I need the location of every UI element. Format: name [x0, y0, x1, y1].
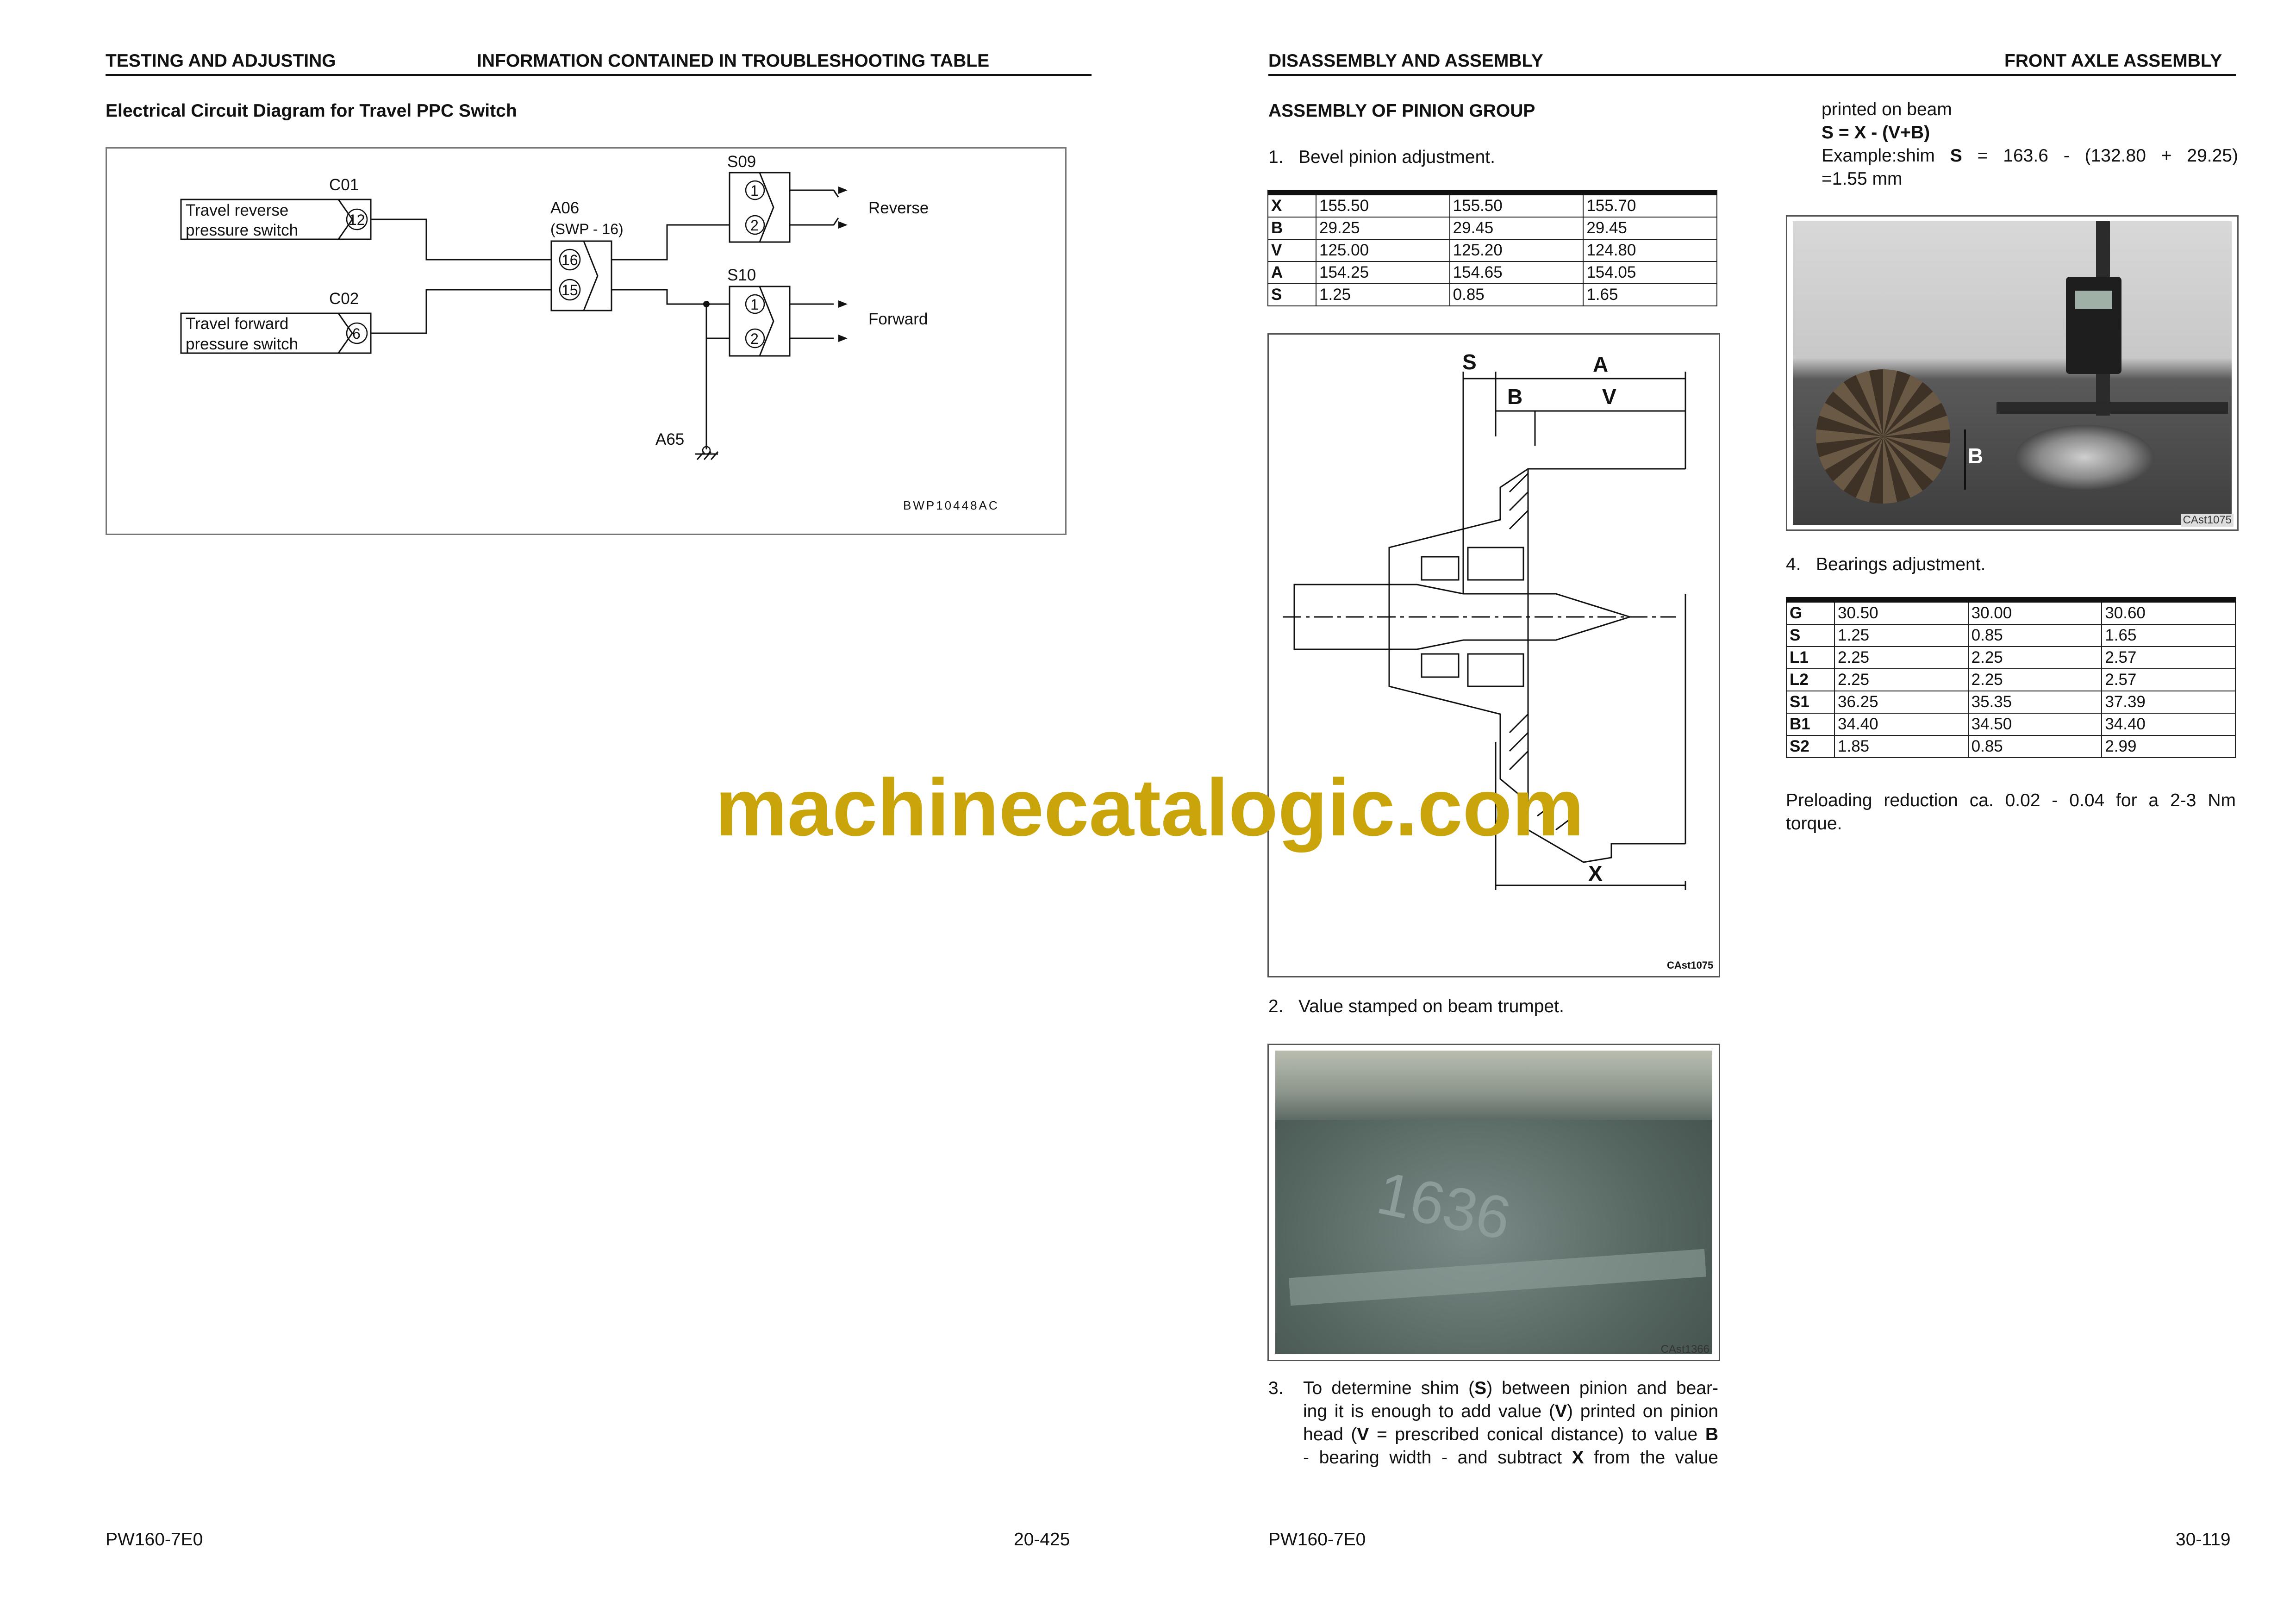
c01-pin: 12 — [349, 212, 365, 228]
table-row: S2 1.85 0.85 2.99 — [1786, 735, 2235, 758]
s10-pin-1: 1 — [750, 296, 759, 313]
c02-label: C02 — [329, 290, 359, 308]
s09-pin-1: 1 — [750, 182, 759, 199]
table-row: B 29.25 29.45 29.45 — [1268, 217, 1717, 239]
preload-note: Preloading reduction ca. 0.02 - 0.04 for a 2-3 Nm torque. — [1786, 790, 2236, 834]
table-row: S1 36.25 35.35 37.39 — [1786, 691, 2235, 713]
dim-label-s: S — [1462, 350, 1477, 374]
left-footer-page: 20-425 — [1014, 1530, 1070, 1549]
figure-3-code: CAst1075 — [2181, 514, 2234, 527]
table-row: L1 2.25 2.25 2.57 — [1786, 647, 2235, 669]
pinion-drawing-svg — [1269, 335, 1719, 976]
pinion-table — [1267, 190, 1717, 306]
right-header-chapter: FRONT AXLE ASSEMBLY — [2004, 51, 2222, 71]
step-4-text: 4. Bearings adjustment. — [1786, 554, 1986, 574]
shim-example: Example:shim S = 163.6 - (132.80 + 29.25) — [1822, 146, 2238, 166]
photo-label-b: B — [1968, 444, 1984, 468]
dim-label-v: V — [1602, 385, 1616, 409]
step-2-text: 2. Value stamped on beam trumpet. — [1268, 996, 1564, 1016]
a06-pin-15: 15 — [562, 282, 578, 299]
table-row: B1 34.40 34.50 34.40 — [1786, 713, 2235, 735]
a65-label: A65 — [655, 430, 685, 448]
left-header-chapter: INFORMATION CONTAINED IN TROUBLESHOOTING TABLE — [477, 51, 990, 71]
right-footer-model: PW160-7E0 — [1268, 1530, 1366, 1549]
left-header-section: TESTING AND ADJUSTING — [106, 51, 336, 71]
table-row: A 154.25 154.65 154.05 — [1268, 261, 1717, 284]
right-footer-page: 30-119 — [2176, 1530, 2231, 1549]
right-section-title: ASSEMBLY OF PINION GROUP — [1268, 101, 1535, 121]
a06-pin-16: 16 — [562, 252, 578, 268]
step-1-text: 1. Bevel pinion adjustment. — [1268, 147, 1495, 167]
a06-label: A06 — [550, 199, 580, 217]
s09-pin-2: 2 — [750, 217, 759, 234]
a06-sub: (SWP - 16) — [550, 221, 624, 237]
stamp-photo-image — [1275, 1051, 1712, 1354]
table-row: S 1.25 0.85 1.65 — [1268, 284, 1717, 306]
c01-text-line2: pressure switch — [186, 221, 299, 239]
c01-label: C01 — [329, 176, 359, 194]
table-row: L2 2.25 2.25 2.57 — [1786, 669, 2235, 691]
c02-pin: 6 — [352, 325, 361, 342]
bearing-table — [1786, 597, 2236, 758]
shim-example-result: =1.55 mm — [1822, 169, 1903, 189]
circuit-diagram — [106, 147, 1067, 535]
right-header-section: DISASSEMBLY AND ASSEMBLY — [1268, 51, 1543, 71]
left-footer-model: PW160-7E0 — [106, 1530, 203, 1549]
stamp-value: 1636 — [1371, 1158, 1517, 1253]
dim-label-b: B — [1507, 385, 1523, 409]
col2-printed-on-beam: printed on beam — [1822, 100, 1952, 119]
c01-text-line1: Travel reverse — [186, 201, 289, 219]
left-section-title: Electrical Circuit Diagram for Travel PPC Switch — [106, 101, 517, 121]
c02-text-line1: Travel forward — [186, 315, 289, 333]
c02-text-line2: pressure switch — [186, 335, 299, 353]
s10-label: S10 — [727, 266, 756, 284]
reverse-label: Reverse — [868, 199, 929, 217]
pinion-section-drawing — [1267, 333, 1720, 977]
right-header-rule — [1268, 74, 2236, 76]
forward-label: Forward — [868, 310, 928, 328]
shim-formula: S = X - (V+B) — [1822, 123, 1930, 143]
dim-label-x: X — [1588, 861, 1603, 885]
left-header-rule — [106, 74, 1092, 76]
diagram-code: BWP10448AC — [903, 498, 999, 512]
beam-stamp-photo — [1267, 1044, 1720, 1361]
table-row: X 155.50 155.50 155.70 — [1268, 193, 1717, 217]
s10-pin-2: 2 — [750, 330, 759, 347]
figure-2-code: CAst1366 — [1660, 1343, 1710, 1356]
table-row: S 1.25 0.85 1.65 — [1786, 624, 2235, 647]
table-row: V 125.00 125.20 124.80 — [1268, 239, 1717, 261]
table-row: G 30.50 30.00 30.60 — [1786, 600, 2235, 624]
pinion-measure-photo — [1786, 215, 2239, 531]
figure-1-code: CAst1075 — [1667, 959, 1714, 971]
measure-photo-image — [1793, 221, 2232, 525]
watermark-text: machinecatalogic.com — [715, 763, 1585, 853]
circuit-diagram-svg — [107, 149, 1065, 534]
s09-label: S09 — [727, 153, 756, 171]
step-3-paragraph: 3. To determine shim (S) between pinion and bear- ing it is enough to add value (V) printed on pinion head (V = prescribed conical distance) to value B - bearing width - and subtract X from the value — [1268, 1378, 1719, 1468]
dim-label-a: A — [1593, 352, 1609, 376]
